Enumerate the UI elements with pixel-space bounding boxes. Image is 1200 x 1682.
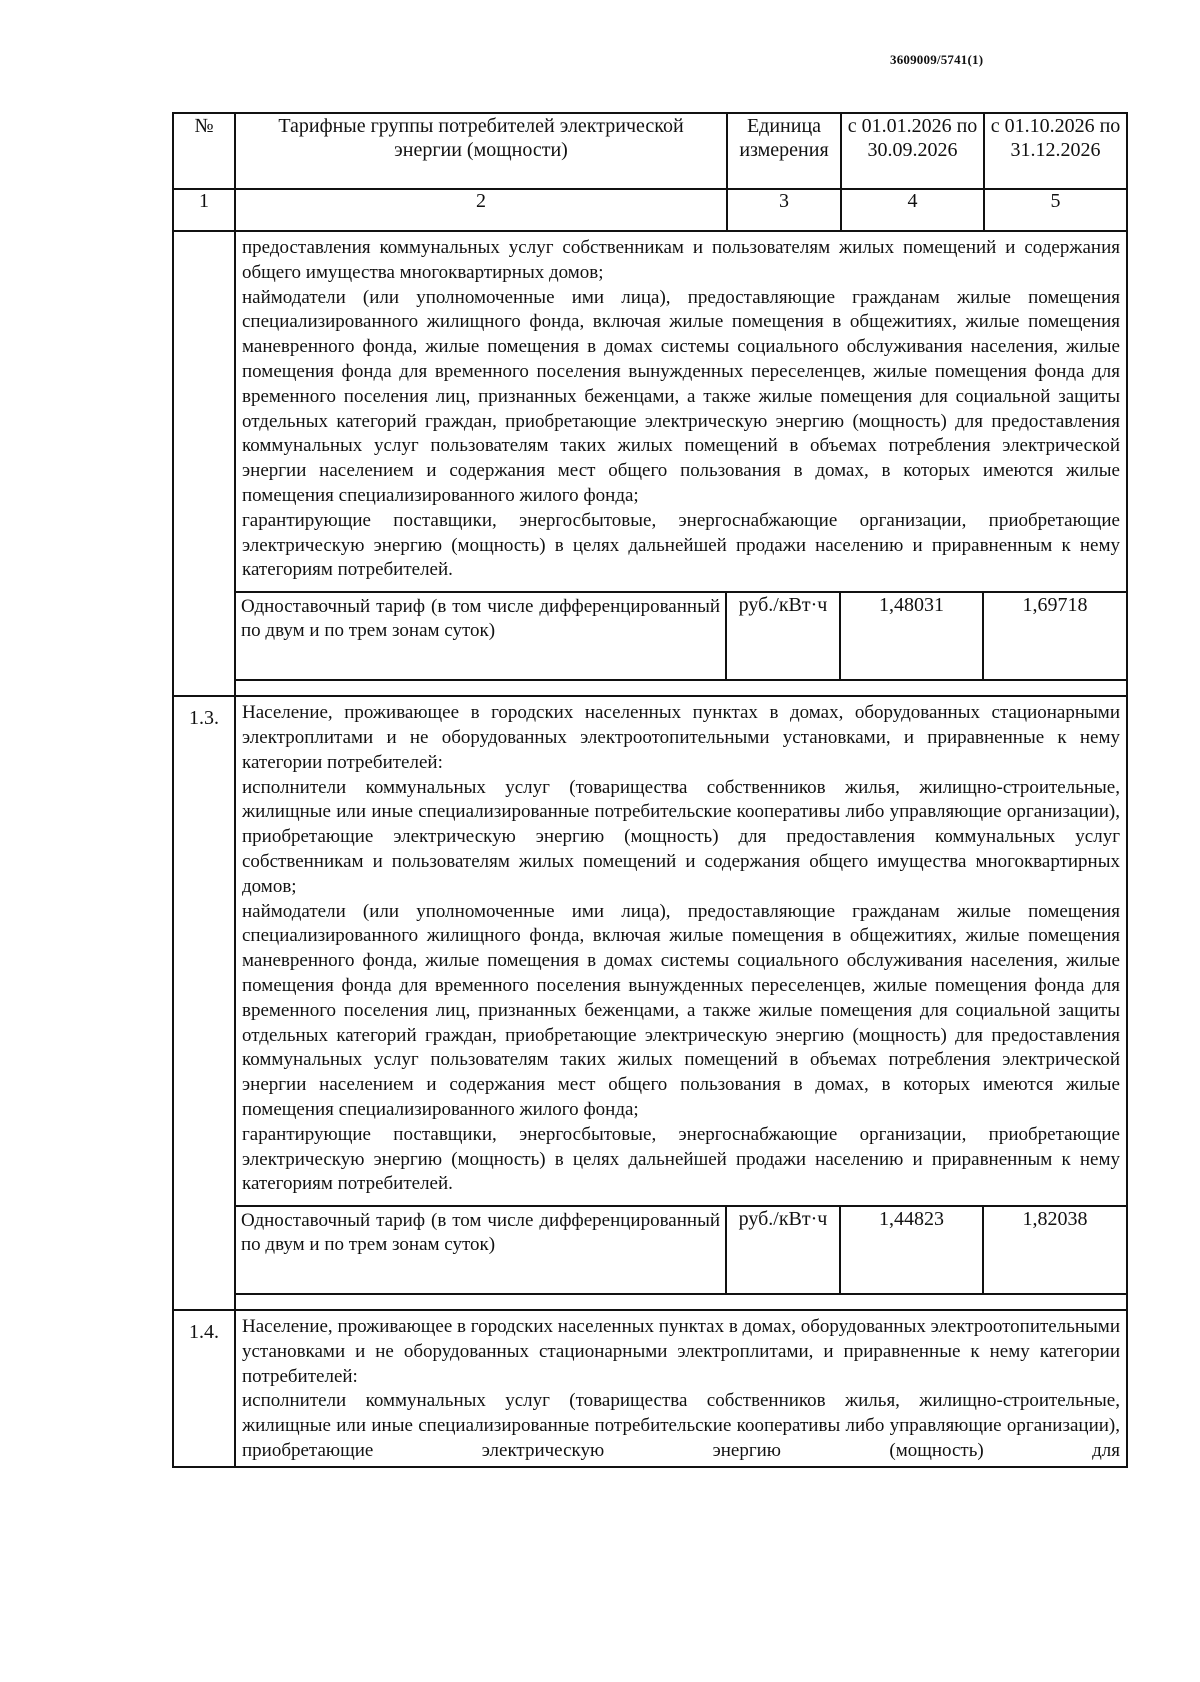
column-header-period-2: с 01.10.2026 по 31.12.2026	[984, 113, 1127, 189]
tariff-unit: руб./кВт·ч	[726, 1206, 840, 1294]
tariff-table	[172, 112, 1128, 1468]
tariff-name: Одноставочный тариф (в том числе дифференцированный по двум и по трем зонам суток)	[236, 592, 726, 680]
paragraph: Население, проживающее в городских населенных пунктах в домах, оборудованных электроотопительными установками и не оборудованных стационарными электроплитами, и приравненные к нему категории потребителей:	[242, 1316, 1120, 1387]
column-header-unit: Единица измерения	[727, 113, 841, 189]
row-content	[235, 1310, 1127, 1467]
paragraph: исполнители коммунальных услуг (товарищества собственников жилья, жилищно-строительные, жилищные или иные специализированные потребительские кооперативы либо управляющие организации), приобретающие электрическую энергию (мощность) для	[242, 1390, 1120, 1462]
paragraph: Население, проживающее в городских населенных пунктах в домах, оборудованных стационарными электроплитами и не оборудованных электроотопительными установками, и приравненные к нему категории потребителей:	[242, 702, 1120, 773]
group-description	[236, 697, 1126, 1205]
table-row	[173, 696, 1127, 1310]
tariff-name: Одноставочный тариф (в том числе дифференцированный по двум и по трем зонам суток)	[236, 1206, 726, 1294]
column-number: 3	[727, 189, 841, 231]
paragraph: гарантирующие поставщики, энергосбытовые, энергоснабжающие организации, приобретающие электрическую энергию (мощность) в целях дальнейшей продажи населению и приравненным к нему категориям потребителей.	[242, 509, 1120, 581]
tariff-value-period-2: 1,82038	[983, 1206, 1126, 1294]
row-number: 1.4.	[173, 1310, 235, 1467]
column-number: 2	[235, 189, 727, 231]
column-numbers-row	[173, 189, 1127, 231]
group-description	[236, 1311, 1126, 1466]
row-number-cell	[173, 231, 235, 696]
tariff-unit: руб./кВт·ч	[726, 592, 840, 680]
paragraph: наймодатели (или уполномоченные ими лица), предоставляющие гражданам жилые помещения специализированного жилищного фонда, включая жилые помещения в общежитиях, жилые помещения маневренного фонда, жилые помещения в домах системы социального обслуживания населения, жилые помещения фонда для временного поселения вынужденных переселенцев, жилые помещения фонда для временного поселения лиц, признанных беженцами, а также жилые помещения для социальной защиты отдельных категорий граждан, приобретающие электрическую энергию (мощность) для предоставления коммунальных услуг пользователям таких жилых помещений в объемах потребления электрической энергии населением и содержания мест общего пользования в домах, в которых имеются жилые помещения специализированного жилого фонда;	[242, 900, 1120, 1120]
group-description	[236, 232, 1126, 591]
table-row	[173, 1310, 1127, 1467]
column-header-period-1: с 01.01.2026 по 30.09.2026	[841, 113, 984, 189]
tariff-value-period-1: 1,44823	[840, 1206, 983, 1294]
tariff-value-period-1: 1,48031	[840, 592, 983, 680]
column-number: 1	[173, 189, 235, 231]
paragraph: исполнители коммунальных услуг (товарищества собственников жилья, жилищно-строительные, жилищные или иные специализированные потребительские кооперативы либо управляющие организации), приобретающие электрическую энергию (мощность) для предоставления коммунальных услуг собственникам и пользователям жилых помещений и содержания общего имущества многоквартирных домов;	[242, 776, 1120, 897]
tariff-row	[236, 1206, 1126, 1294]
column-number: 4	[841, 189, 984, 231]
document-number: 3609009/5741(1)	[890, 52, 984, 67]
table-row	[173, 231, 1127, 696]
tariff-subtable	[236, 591, 1126, 681]
paragraph: гарантирующие поставщики, энергосбытовые, энергоснабжающие организации, приобретающие электрическую энергию (мощность) в целях дальнейшей продажи населению и приравненным к нему категориям потребителей.	[242, 1123, 1120, 1195]
tariff-value-period-2: 1,69718	[983, 592, 1126, 680]
paragraph: наймодатели (или уполномоченные ими лица), предоставляющие гражданам жилые помещения специализированного жилищного фонда, включая жилые помещения в общежитиях, жилые помещения маневренного фонда, жилые помещения в домах системы социального обслуживания населения, жилые помещения фонда для временного поселения вынужденных переселенцев, жилые помещения фонда для временного поселения лиц, признанных беженцами, а также жилые помещения для социальной защиты отдельных категорий граждан, приобретающие электрическую энергию (мощность) для предоставления коммунальных услуг пользователям таких жилых помещений в объемах потребления электрической энергии населением и содержания мест общего пользования в домах, в которых имеются жилые помещения специализированного жилого фонда;	[242, 286, 1120, 506]
row-content	[235, 696, 1127, 1310]
tariff-row	[236, 592, 1126, 680]
column-number: 5	[984, 189, 1127, 231]
column-header-groups: Тарифные группы потребителей электрической энергии (мощности)	[235, 113, 727, 189]
row-content	[235, 231, 1127, 696]
table-header-row	[173, 113, 1127, 189]
tariff-subtable	[236, 1205, 1126, 1295]
column-header-number: №	[173, 113, 235, 189]
paragraph: предоставления коммунальных услуг собственникам и пользователям жилых помещений и содержания общего имущества многоквартирных домов;	[242, 237, 1120, 283]
row-number: 1.3.	[173, 696, 235, 1310]
